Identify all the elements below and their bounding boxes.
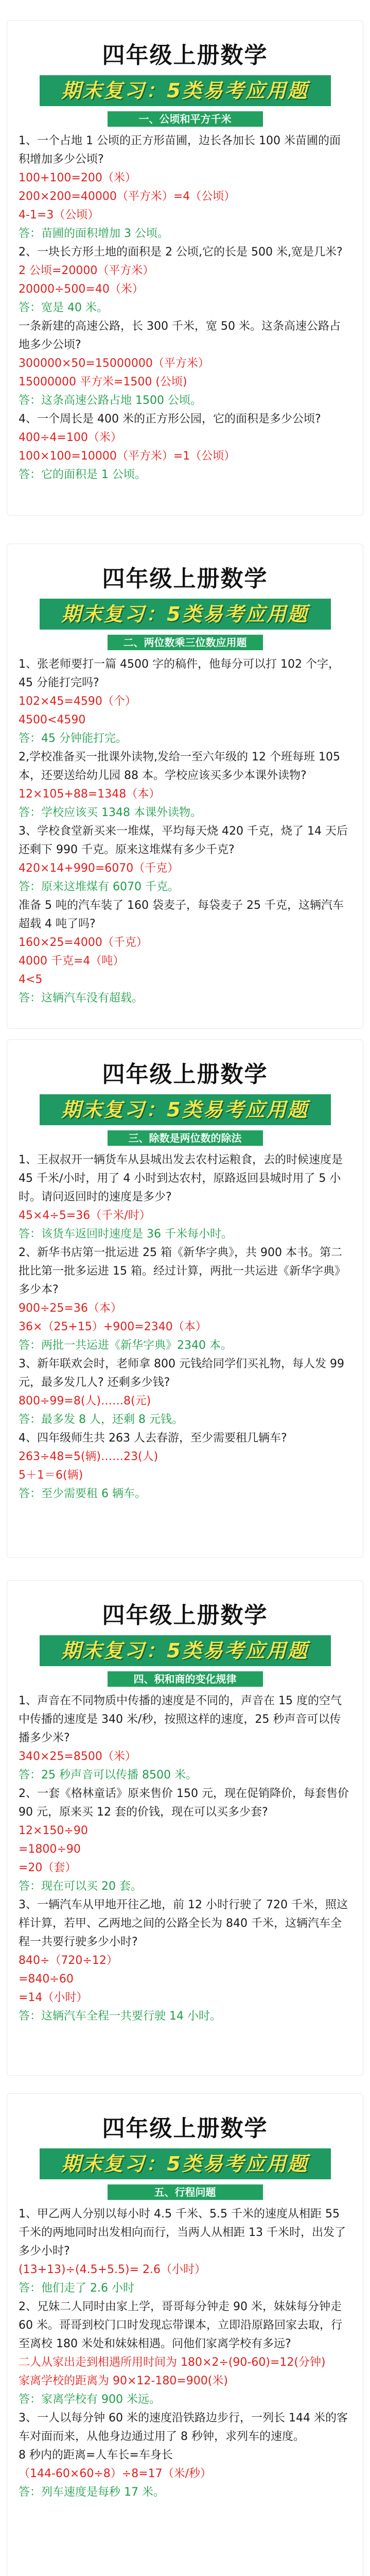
solution-step: 5＋1＝6(辆) (19, 1469, 83, 1482)
solution-step: 100+100=200（米） (19, 172, 136, 184)
problem-text: 2、新华书店第一批运进 25 箱《新华字典》，共 900 本书。第二批比第一批多运进 15 箱。经过计算，两批一共运进《新华字典》多少本? (19, 1246, 346, 1296)
problem-list (7, 1151, 363, 1503)
solution-step: 4<5 (19, 973, 43, 986)
solution-step: 4500<4590 (19, 714, 86, 726)
page-title: 四年级上册数学 (102, 1061, 268, 1088)
answer-text: 答：它的面积是 1 公顷。 (19, 468, 146, 481)
solution-step: 36×（25+15）+900=2340（本） (19, 1320, 207, 1333)
section-header (7, 635, 363, 650)
subtitle-text: 期末复习：5类易考应用题 (40, 75, 331, 106)
problem-text: 1、王叔叔开一辆货车从县城出发去农村运粮食，去的时候速度是 45 千米/小时，用了 4 小时到达农村，原路返回县城时用了 5 小时。请问返回时的速度是多少? (19, 1154, 343, 1204)
answer-text: 答：45 分钟能打完。 (19, 732, 127, 745)
section-title: 二、两位数乘三位数应用题 (108, 635, 263, 650)
subtitle-banner (7, 1635, 363, 1666)
subtitle-text: 期末复习：5类易考应用题 (40, 1094, 331, 1125)
problem-text: 4、一个周长是 400 米的正方形公园，它的面积是多少公顷? (19, 413, 321, 426)
problem-text: 3、学校食堂新买来一堆煤，平均每天烧 420 千克，烧了 14 天后还剩下 990 千克。原来这堆煤有多少千克? (19, 825, 348, 856)
solution-step: (13+13)÷(4.5+5.5)= 2.6（小时） (19, 2263, 206, 2276)
problem-text: 准备 5 吨的汽车装了 160 袋麦子，每袋麦子 25 千克，这辆汽车超载 4 吨了吗? (19, 899, 344, 930)
problem-list (7, 1692, 363, 2026)
worksheet-card (7, 544, 363, 1028)
section-header (7, 2184, 363, 2200)
problem-list (7, 132, 363, 484)
section-header (7, 111, 363, 127)
answer-text: 答：家离学校有 900 米远。 (19, 2393, 161, 2406)
solution-step: 100×100=10000（平方米）=1（公顷） (19, 450, 236, 463)
solution-step: 15000000 平方米=1500 (公顷) (19, 376, 187, 388)
answer-text: 答：现在可以买 20 套。 (19, 1880, 142, 1893)
problem-text: 1、甲乙两人分别以每小时 4.5 千米、5.5 千米的速度从相距 55 千米的两地同时出发相向而行，当两人从相距 13 千米时，出发了多少小时? (19, 2208, 346, 2258)
problem-text: 3、一辆汽车从甲地开往乙地，前 12 小时行驶了 720 千米，照这样计算，若甲、乙两地之间的公路全长为 840 千米，这辆汽车全程一共要行驶多少小时? (19, 1899, 348, 1948)
solution-step: =14（小时） (19, 1991, 88, 2004)
solution-step: 45×4÷5=36（千米/时） (19, 1209, 151, 1222)
solution-step: 840÷（720÷12） (19, 1954, 118, 1967)
solution-step: 420×14+990=6070（千克） (19, 862, 179, 875)
problem-text: 8 秒内的距离=人车长=车身长 (19, 2449, 173, 2462)
solution-step: 二人从家出走到相遇所用时间为 180×2÷(90-60)=12(分钟) (19, 2356, 326, 2369)
solution-step: 300000×50=15000000（平方米） (19, 357, 209, 370)
answer-text: 答：学校应该买 1348 本课外读物。 (19, 806, 202, 819)
subtitle-text: 期末复习：5类易考应用题 (40, 2148, 331, 2179)
solution-step: 家离学校的距离为 90×12-180=900(米) (19, 2375, 228, 2387)
section-header (7, 1671, 363, 1687)
solution-step: 160×25=4000（千克） (19, 936, 148, 949)
answer-text: 答：宽是 40 米。 (19, 301, 108, 314)
problem-list (7, 655, 363, 1008)
page-title: 四年级上册数学 (102, 566, 268, 592)
solution-step: 200×200=40000（平方米）=4（公顷） (19, 190, 236, 203)
solution-step: 263÷48=5(辆)……23(人) (19, 1450, 158, 1463)
section-title: 一、公顷和平方千米 (108, 111, 263, 127)
subtitle-banner (7, 75, 363, 106)
section-title: 三、除数是两位数的除法 (108, 1130, 263, 1146)
answer-text: 答：这辆汽车没有超载。 (19, 992, 144, 1005)
answer-text: 答：他们走了 2.6 小时 (19, 2282, 134, 2295)
answer-text: 答：这辆汽车全程一共要行驶 14 小时。 (19, 2010, 221, 2023)
answer-text: 答：至少需要租 6 辆车。 (19, 1487, 146, 1500)
problem-text: 2、一套《格林童话》原来售价 150 元，现在促销降价，每套售价 90 元，原来买 12 套的价钱，现在可以买多少套? (19, 1787, 349, 1819)
answer-text: 答：原来这堆煤有 6070 千克。 (19, 880, 179, 893)
problem-text: 2,学校准备买一批课外读物,发给一至六年级的 12 个班每班 105 本，还要送给幼儿园 88 本。学校应该买多少本课外读物? (19, 751, 340, 782)
problem-text: 2、一块长方形土地的面积是 2 公顷,它的长是 500 米,宽是几米? (19, 246, 343, 259)
worksheet-card (7, 1581, 363, 2075)
problem-text: 一条新建的高速公路，长 300 千米，宽 50 米。这条高速公路占地多少公顷? (19, 320, 341, 351)
problem-text: 1、一个占地 1 公顷的正方形苗圃，边长各加长 100 米苗圃的面积增加多少公顷? (19, 134, 341, 166)
solution-step: 12×150÷90 (19, 1824, 88, 1837)
solution-step: 4000 千克=4（吨） (19, 955, 125, 968)
section-header (7, 1130, 363, 1146)
section-title: 四、积和商的变化规律 (108, 1671, 263, 1687)
solution-step: =20（套） (19, 1861, 77, 1874)
problem-text: 1、张老师要打一篇 4500 字的稿件，他每分可以打 102 个字，45 分能打完吗? (19, 658, 340, 689)
solution-step: 102×45=4590（个） (19, 695, 136, 708)
answer-text: 答：列车速度是每秒 17 米。 (19, 2486, 165, 2499)
problem-text: 3、新年联欢会时，老师拿 800 元钱给同学们买礼物，每人发 99 元，最多发几人? 还剩多少钱? (19, 1358, 344, 1389)
page-title: 四年级上册数学 (102, 2115, 268, 2142)
worksheet-card (7, 1040, 363, 1557)
problem-text: 2、兄妹二人同时由家上学，哥哥每分钟走 90 米，妹妹每分钟走 60 米。哥哥到校门口时发现忘带课本，立即沿原路回家去取，行至离校 180 米处和妹妹相遇。问他们家离学校有多远? (19, 2300, 342, 2350)
section-title: 五、行程问题 (108, 2184, 263, 2200)
page-title: 四年级上册数学 (102, 42, 268, 69)
problem-list (7, 2205, 363, 2502)
problem-text: 1、声音在不同物质中传播的速度是不同的，声音在 15 度的空气中传播的速度是 340 米/秒，按照这样的速度，25 秒声音可以传播多少米? (19, 1694, 342, 1744)
subtitle-banner (7, 1094, 363, 1125)
answer-text: 答：最多发 8 人，还剩 8 元钱。 (19, 1413, 183, 1426)
subtitle-banner (7, 599, 363, 630)
answer-text: 答：苗圃的面积增加 3 公顷。 (19, 227, 169, 240)
problem-text: 3、一人以每分钟 60 米的速度沿铁路边步行，一列长 144 米的客车对面而来，从他身边通过用了 8 秒钟，求列车的速度。 (19, 2412, 348, 2443)
subtitle-text: 期末复习：5类易考应用题 (40, 1635, 331, 1666)
solution-step: 20000÷500=40（米） (19, 283, 144, 296)
answer-text: 答：两批一共运进《新华字典》2340 本。 (19, 1339, 232, 1352)
subtitle-banner (7, 2148, 363, 2179)
answer-text: 答：该货车返回时速度是 36 千米每小时。 (19, 1228, 233, 1241)
answer-text: 答：25 秒声音可以传播 8500 米。 (19, 1769, 197, 1782)
page-title: 四年级上册数学 (102, 1602, 268, 1629)
solution-step: 400÷4=100（米） (19, 431, 122, 444)
solution-step: 900÷25=36（本） (19, 1302, 122, 1315)
subtitle-text: 期末复习：5类易考应用题 (40, 599, 331, 630)
solution-step: 2 公顷=20000（平方米） (19, 264, 154, 277)
solution-step: =1800÷90 (19, 1843, 81, 1856)
solution-step: 340×25=8500（米） (19, 1750, 136, 1763)
solution-step: （144-60×60÷8）÷8=17（米/秒） (19, 2467, 212, 2480)
solution-step: =840÷60 (19, 1973, 74, 1986)
solution-step: 800÷99=8(人)……8(元) (19, 1395, 151, 1408)
solution-step: 4-1=3（公顷） (19, 209, 99, 222)
worksheet-card (7, 21, 363, 515)
answer-text: 答：这条高速公路占地 1500 公顷。 (19, 394, 202, 407)
worksheet-card (7, 2094, 363, 2576)
solution-step: 12×105+88=1348（本） (19, 788, 161, 801)
problem-text: 4、四年级师生共 263 人去春游，至少需要租几辆车? (19, 1432, 287, 1445)
